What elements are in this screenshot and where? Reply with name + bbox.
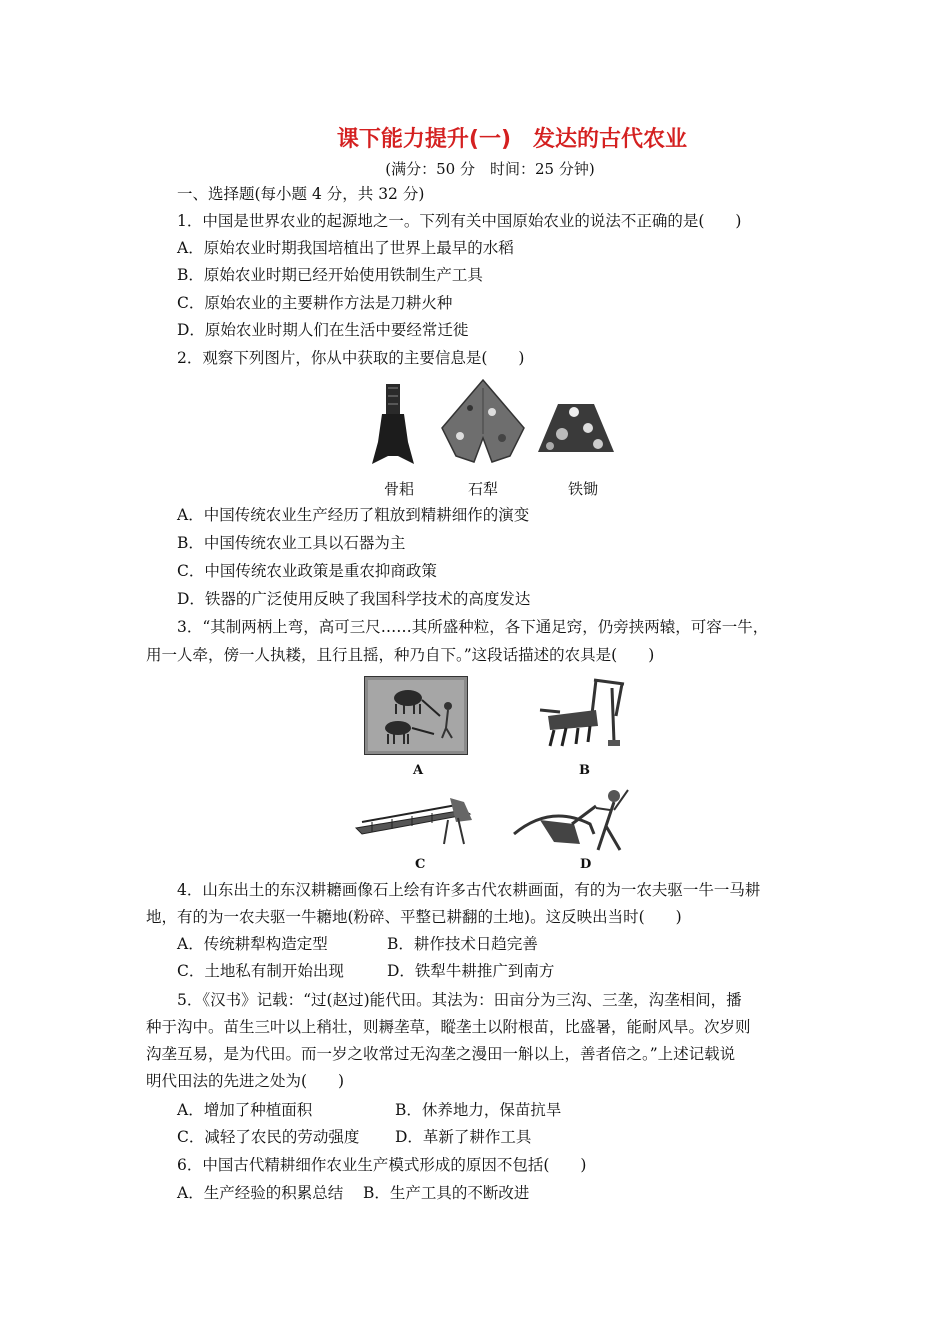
q2-option-b: B．中国传统农业工具以石器为主 (177, 534, 406, 552)
iron-hoe-image (536, 400, 616, 458)
q5-line3: 沟垄互易，是为代田。而一岁之收常过无沟垄之漫田一斛以上，善者倍之。”上述记载说 (146, 1045, 736, 1063)
q4-line2: 地，有的为一农夫驱一牛耱地(粉碎、平整已耕翻的土地)。这反映出当时( ) (146, 908, 682, 926)
q6-option-a: A．生产经验的积累总结 (177, 1184, 344, 1202)
subtitle: (满分：50 分 时间：25 分钟) (385, 160, 595, 178)
q5-line2: 种于沟中。苗生三叶以上稍壮，则耨垄草，瞛垄土以附根苗，比盛暑，能耐风旱。次岁则 (146, 1018, 751, 1036)
page-title (0, 122, 950, 153)
q3-line1: 3．“其制两柄上弯，高可三尺……其所盛种粒，各下通足窍，仍旁挟两辕，可容一牛， (177, 618, 769, 636)
bone-spade-image (372, 380, 414, 468)
q5-option-c: C．减轻了农民的劳动强度 (177, 1128, 360, 1146)
q3-label-a: A (413, 763, 424, 778)
caption-bone-spade: 骨耜 (384, 480, 415, 498)
q6-option-b: B．生产工具的不断改进 (363, 1184, 530, 1202)
q3-label-b: B (579, 763, 590, 778)
title-part1: 课下能力提升(一) (336, 127, 512, 152)
q5-option-a: A．增加了种植面积 (177, 1101, 313, 1119)
q4-option-b: B．耕作技术日趋完善 (387, 935, 538, 953)
caption-iron-hoe: 铁锄 (568, 480, 599, 498)
q5-option-b: B．休养地力，保苗抗旱 (395, 1101, 562, 1119)
q1-option-b: B．原始农业时期已经开始使用铁制生产工具 (177, 266, 483, 284)
q1-option-d: D．原始农业时期人们在生活中要经常迁徙 (177, 321, 469, 339)
q4-option-d: D．铁犁牛耕推广到南方 (387, 962, 555, 980)
q1-stem: 1．中国是世界农业的起源地之一。下列有关中国原始农业的说法不正确的是( ) (177, 212, 742, 230)
q2-stem: 2．观察下列图片，你从中获取的主要信息是( ) (177, 349, 525, 367)
q3-label-d: D (580, 857, 592, 872)
seed-drill-image (536, 672, 632, 754)
q2-option-d: D．铁器的广泛使用反映了我国科学技术的高度发达 (177, 590, 531, 608)
q5-option-d: D．革新了耕作工具 (395, 1128, 532, 1146)
q3-label-c: C (415, 857, 426, 872)
q2-option-a: A．中国传统农业生产经历了粗放到精耕细作的演变 (177, 506, 530, 524)
curved-plough-farmer-image (510, 784, 636, 856)
q6-stem: 6．中国古代精耕细作农业生产模式形成的原因不包括( ) (177, 1156, 587, 1174)
q2-option-c: C．中国传统农业政策是重农抑商政策 (177, 562, 437, 580)
q5-line1: 5．《汉书》记载：“过(赵过)能代田。其法为：田亩分为三沟、三垄，沟垄相间，播 (177, 991, 742, 1009)
q4-option-a: A．传统耕犁构造定型 (177, 935, 328, 953)
q4-line1: 4．山东出土的东汉耕耱画像石上绘有许多古代农耕画面，有的为一农夫驱一牛一马耕 (177, 881, 761, 899)
q5-line4: 明代田法的先进之处为( ) (146, 1072, 345, 1090)
caption-stone-plough: 石犁 (468, 480, 499, 498)
q1-option-c: C．原始农业的主要耕作方法是刀耕火种 (177, 294, 453, 312)
ox-plough-relief-image (364, 676, 468, 755)
q1-option-a: A．原始农业时期我国培植出了世界上最早的水稻 (177, 239, 514, 257)
section-heading: 一、选择题(每小题 4 分，共 32 分) (177, 185, 425, 203)
q4-option-c: C．土地私有制开始出现 (177, 962, 344, 980)
dragon-bone-pump-image (352, 792, 478, 848)
title-part2: 发达的古代农业 (533, 127, 688, 152)
stone-plough-image (440, 378, 526, 468)
q3-line2: 用一人牵，傍一人执耧，且行且摇，种乃自下。”这段话描述的农具是( ) (146, 646, 655, 664)
